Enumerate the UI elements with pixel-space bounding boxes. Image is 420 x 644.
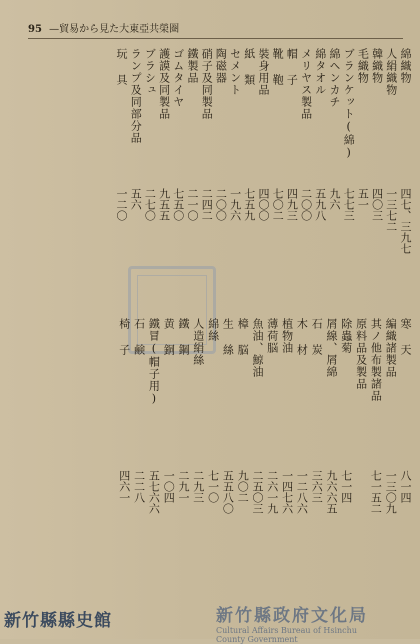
middle-item-label: 植物油 bbox=[280, 318, 294, 354]
archive-watermark: 新竹縣縣史館 bbox=[4, 611, 112, 631]
middle-item-value: 九六六五 bbox=[325, 470, 338, 514]
bureau-name-en-2: County Government bbox=[216, 635, 298, 644]
right-item-label: 綿タオル bbox=[313, 48, 327, 96]
middle-item-label: 鐵冒(帽子用) bbox=[147, 318, 161, 406]
middle-item-label: 石 炭 bbox=[310, 318, 324, 356]
middle-item-label: 黄 銅 bbox=[162, 318, 176, 356]
right-item-value: 九六 bbox=[328, 188, 341, 210]
middle-item-value: 八一四 bbox=[399, 470, 412, 503]
middle-item-label: 樟 脳 bbox=[236, 318, 250, 356]
middle-item-label: 魚油、鯨油 bbox=[251, 318, 264, 378]
middle-item-label: 寒 天 bbox=[399, 318, 412, 356]
right-item-value: 二〇〇 bbox=[214, 188, 228, 221]
middle-item-value: 一四七六 bbox=[280, 470, 294, 514]
middle-item-value: 七一五二 bbox=[369, 470, 383, 514]
middle-item-value: 一二八六 bbox=[295, 470, 309, 514]
right-item-value: 四七、三九七 bbox=[399, 188, 412, 254]
right-item-label: ブランケット(綿) bbox=[342, 48, 356, 160]
middle-item-value: 一〇四 bbox=[162, 470, 176, 503]
bureau-name: 新竹縣政府文化局 bbox=[216, 606, 368, 626]
middle-item-label: 鐵 鋼 bbox=[177, 318, 190, 356]
right-item-label: 陶磁器 bbox=[214, 48, 228, 84]
right-item-value: 九五五 bbox=[157, 188, 171, 221]
middle-item-value: 七一四 bbox=[339, 470, 353, 503]
middle-item-value: 二九三 bbox=[191, 470, 205, 503]
right-item-value: 二一〇 bbox=[186, 188, 199, 221]
running-header bbox=[28, 20, 179, 36]
right-item-value: 五九八 bbox=[313, 188, 327, 221]
middle-item-label: 薄荷脳 bbox=[265, 318, 279, 354]
right-item-value: 七五九 bbox=[242, 188, 256, 221]
right-item-value: 四〇〇 bbox=[257, 188, 270, 221]
bureau-watermark bbox=[216, 601, 368, 644]
right-item-value: 一九六 bbox=[228, 188, 242, 221]
right-item-value: 五六 bbox=[129, 188, 143, 210]
middle-item-label: 綿絲 bbox=[206, 318, 220, 342]
right-item-label: 硝子及同製品 bbox=[200, 48, 214, 120]
right-item-label: 綿ヘンカチ bbox=[328, 48, 341, 108]
right-item-label: 裝身用品 bbox=[257, 48, 270, 96]
right-item-label: 護謨及同製品 bbox=[157, 48, 171, 120]
middle-item-value: 九〇二 bbox=[236, 470, 250, 503]
right-item-value: 二七〇 bbox=[143, 188, 157, 221]
right-item-value: 二〇〇 bbox=[299, 188, 313, 221]
right-item-label: 玩 具 bbox=[115, 48, 128, 86]
right-item-label: セメント bbox=[228, 48, 242, 96]
right-item-label: 人絹織物 bbox=[384, 48, 398, 96]
right-item-label: 毛織物 bbox=[356, 48, 370, 84]
middle-item-label: 原料品及製品 bbox=[354, 318, 368, 390]
middle-item-value: 二九一 bbox=[177, 470, 190, 503]
header-rule bbox=[28, 38, 403, 39]
right-item-label: 韓織物 bbox=[370, 48, 384, 84]
right-item-label: ゴムタイヤ bbox=[171, 48, 185, 108]
middle-item-value: 二五〇三 bbox=[251, 470, 264, 514]
right-item-label: 靴 鞄 bbox=[271, 48, 285, 86]
middle-item-value: 二二八 bbox=[132, 470, 146, 503]
right-item-label: メリヤス製品 bbox=[299, 48, 313, 120]
header-title: —貿易から見た大東亞共榮圏 bbox=[49, 24, 180, 35]
right-item-value: 二四二 bbox=[200, 188, 214, 221]
middle-item-value: 二六一九 bbox=[265, 470, 279, 514]
right-item-value: 七七三 bbox=[342, 188, 356, 221]
middle-item-label: 人造絹絲 bbox=[191, 318, 205, 366]
middle-item-value: 七一〇 bbox=[206, 470, 220, 503]
middle-item-label: 編織諸製品 bbox=[384, 318, 398, 378]
right-item-value: 一二〇 bbox=[115, 188, 128, 221]
right-item-value: 五一 bbox=[356, 188, 370, 210]
middle-item-label: 石 鹸 bbox=[132, 318, 146, 356]
middle-item-label: 其ノ他布製諸品 bbox=[369, 318, 383, 402]
middle-item-value: 四六一 bbox=[117, 470, 131, 503]
right-item-label: 綿織物 bbox=[399, 48, 412, 84]
right-item-label: ブラシュ bbox=[143, 48, 157, 96]
right-item-label: ランプ及同部分品 bbox=[129, 48, 143, 144]
middle-item-value: 五七六六 bbox=[147, 470, 161, 514]
middle-item-label: 生 絲 bbox=[221, 318, 235, 356]
page-number: 95 bbox=[28, 24, 42, 35]
middle-item-label: 除蟲菊 bbox=[339, 318, 353, 354]
right-item-value: 一三七二 bbox=[384, 188, 398, 232]
middle-item-value: 五五八〇 bbox=[221, 470, 235, 514]
right-item-value: 七〇二 bbox=[271, 188, 285, 221]
right-item-value: 四九三 bbox=[285, 188, 299, 221]
right-item-label: 紙 類 bbox=[242, 48, 256, 86]
right-item-label: 鐵製品 bbox=[186, 48, 199, 84]
middle-item-value: 一三〇九 bbox=[384, 470, 398, 514]
bureau-name-en-1: Cultural Affairs Bureau of Hsinchu bbox=[216, 626, 357, 635]
middle-item-label: 屑線、屑綿 bbox=[325, 318, 338, 378]
right-item-label: 帽 子 bbox=[285, 48, 299, 86]
right-item-value: 七五〇 bbox=[171, 188, 185, 221]
middle-item-label: 木 材 bbox=[295, 318, 309, 356]
right-item-value: 四〇三 bbox=[370, 188, 384, 221]
middle-item-label: 椅 子 bbox=[117, 318, 131, 356]
middle-item-value: 三六三 bbox=[310, 470, 324, 503]
